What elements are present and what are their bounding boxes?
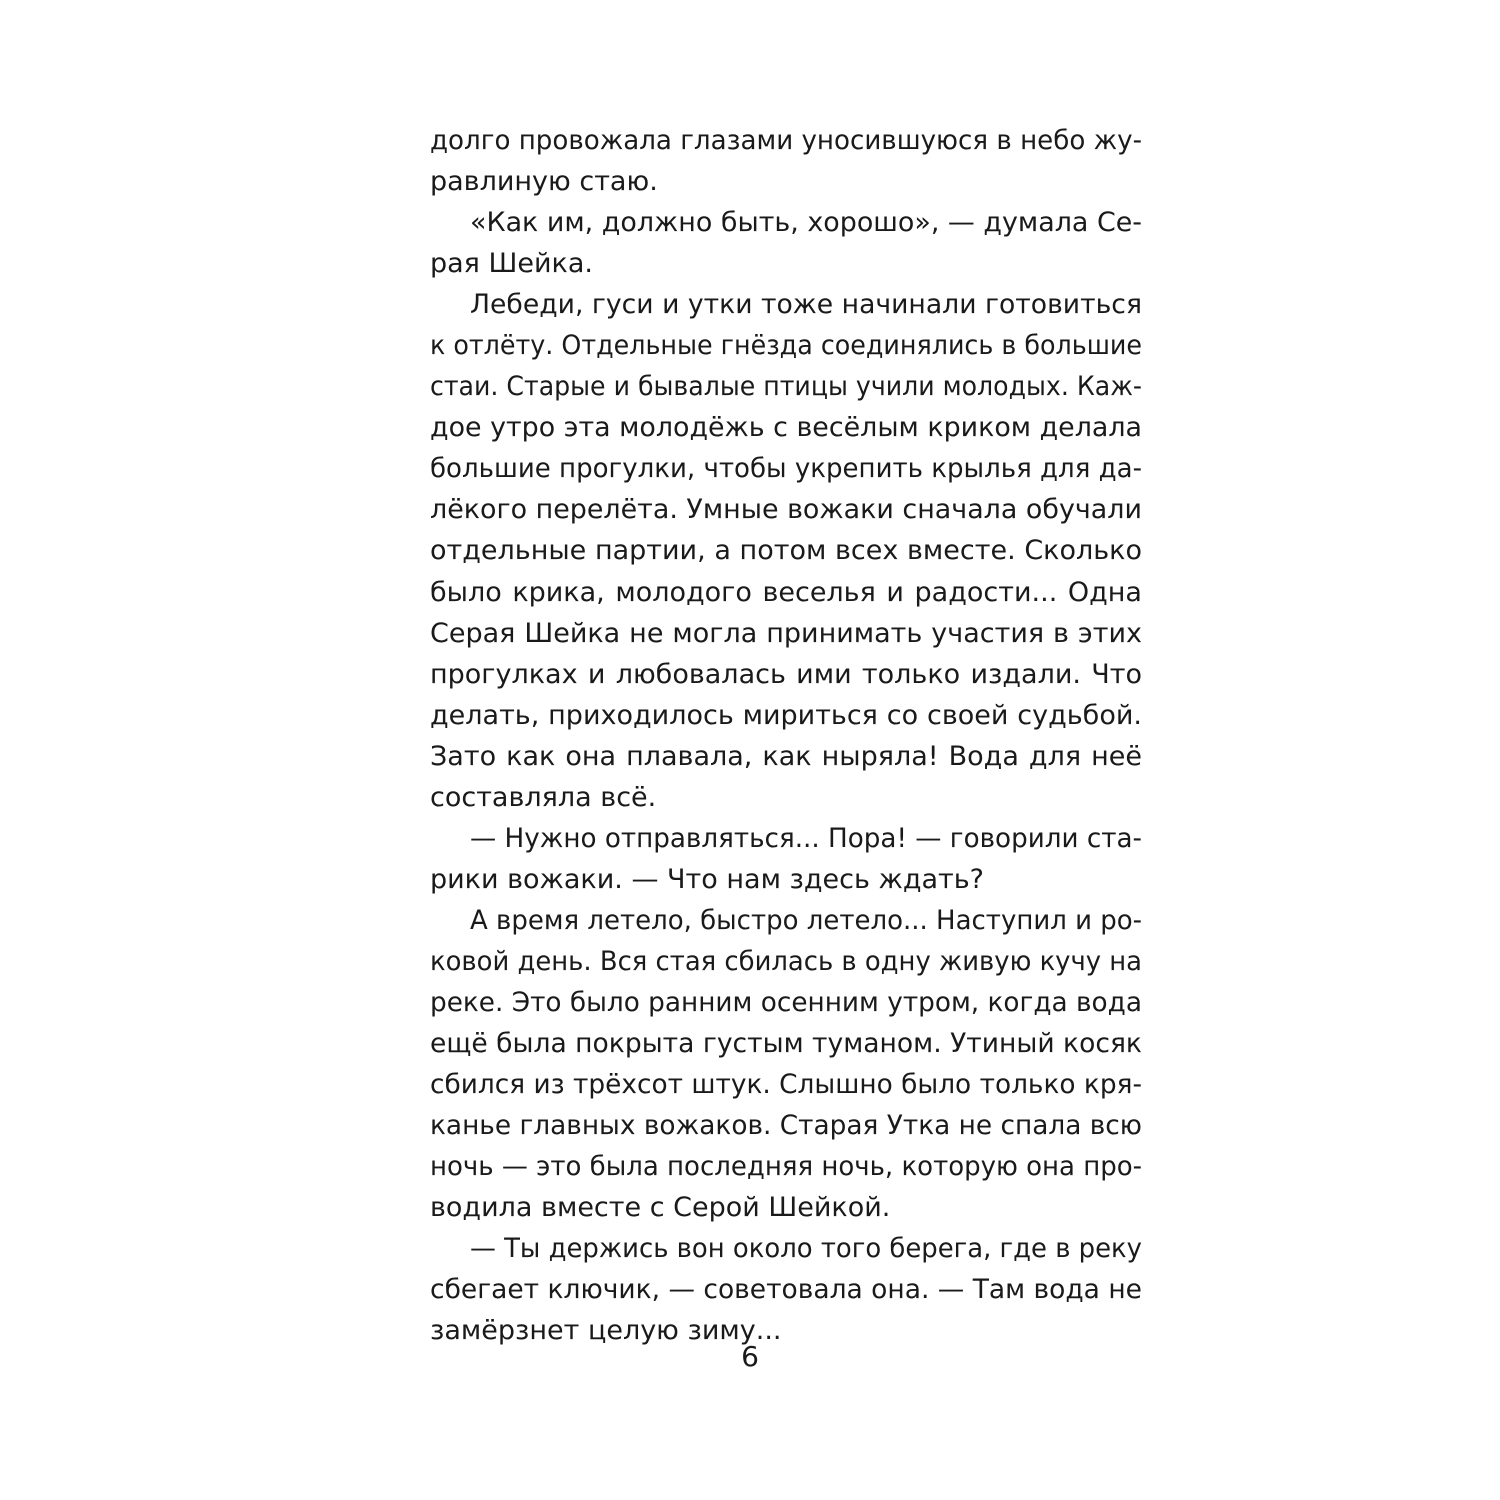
text-line-content: составляла всё. <box>430 781 657 813</box>
text-line <box>430 859 1142 900</box>
text-line-content: прогулках и любовалась ими только издали. Что <box>430 658 1143 690</box>
body-text <box>430 120 1142 1351</box>
text-line <box>430 900 1142 941</box>
text-line <box>430 818 1142 859</box>
text-line-content: Лебеди, гуси и утки тоже начинали готовиться <box>470 289 1142 321</box>
text-line-content: рая Шейка. <box>430 248 593 280</box>
text-line <box>430 366 1142 407</box>
text-line <box>430 407 1142 448</box>
text-line <box>430 120 1142 161</box>
text-line-content: стаи. Старые и бывалые птицы учили молодых. Каж- <box>430 371 1143 403</box>
text-line <box>430 941 1142 982</box>
text-line-content: «Как им, должно быть, хорошо», — думала Се- <box>470 207 1143 239</box>
text-line-content: большие прогулки, чтобы укрепить крылья для да- <box>430 453 1143 485</box>
text-line <box>430 1187 1142 1228</box>
text-line <box>430 530 1142 571</box>
text-line <box>430 695 1142 736</box>
text-line-content: ковой день. Вся стая сбилась в одну живую кучу на <box>430 945 1143 977</box>
text-line <box>430 448 1142 489</box>
text-line <box>430 1023 1142 1064</box>
text-line <box>430 572 1142 613</box>
text-line-content: замёрзнет целую зиму... <box>430 1315 782 1347</box>
text-line-content: Серая Шейка не могла принимать участия в этих <box>430 617 1142 649</box>
text-line-content: Зато как она плавала, как ныряла! Вода для неё <box>430 740 1142 772</box>
text-line <box>430 982 1142 1023</box>
text-line-content: реке. Это было ранним осенним утром, когда вода <box>430 986 1142 1018</box>
text-line <box>430 161 1142 202</box>
text-line <box>430 243 1142 284</box>
text-line-content: ещё была покрыта густым туманом. Утиный косяк <box>430 1028 1142 1060</box>
text-line-content: долго провожала глазами уносившуюся в небо жу- <box>430 125 1142 156</box>
text-line-content: равлиную стаю. <box>430 166 658 198</box>
text-line <box>430 1269 1142 1310</box>
page-number: 6 <box>741 1340 759 1373</box>
text-line-content: — Ты держись вон около того берега, где в реку <box>470 1233 1142 1265</box>
text-line <box>430 202 1142 243</box>
text-line-content: водила вместе с Серой Шейкой. <box>430 1192 891 1224</box>
text-line-content: сбегает ключик, — советовала она. — Там вода не <box>430 1274 1142 1306</box>
text-line-content: ночь — это была последняя ночь, которую она про- <box>430 1151 1143 1183</box>
text-line-content: А время летело, быстро летело... Наступил и ро- <box>470 904 1143 936</box>
text-line-content: сбился из трёхсот штук. Слышно было только кря- <box>430 1069 1142 1101</box>
text-line-content: лёкого перелёта. Умные вожаки сначала обучали <box>430 494 1142 526</box>
text-line <box>430 1105 1142 1146</box>
text-line <box>430 654 1142 695</box>
text-line-content: канье главных вожаков. Старая Утка не спала всю <box>430 1110 1142 1142</box>
text-line <box>430 777 1142 818</box>
text-line <box>430 325 1142 366</box>
text-line-content: отдельные партии, а потом всех вместе. Сколько <box>430 535 1143 567</box>
text-line <box>430 736 1142 777</box>
text-line <box>430 1146 1142 1187</box>
text-line-content: — Нужно отправляться... Пора! — говорили ста- <box>470 822 1142 854</box>
text-line <box>430 613 1142 654</box>
text-line-content: к отлёту. Отдельные гнёзда соединялись в большие <box>430 330 1143 362</box>
text-line <box>430 489 1142 530</box>
text-line-content: рики вожаки. — Что нам здесь ждать? <box>430 863 985 895</box>
text-line-content: было крика, молодого веселья и радости... Одна <box>430 576 1142 608</box>
text-line-content: делать, приходилось мириться со своей судьбой. <box>430 699 1142 731</box>
text-line <box>430 1064 1142 1105</box>
text-line <box>430 1228 1142 1269</box>
text-line-content: дое утро эта молодёжь с весёлым криком делала <box>430 412 1142 444</box>
text-line <box>430 284 1142 325</box>
